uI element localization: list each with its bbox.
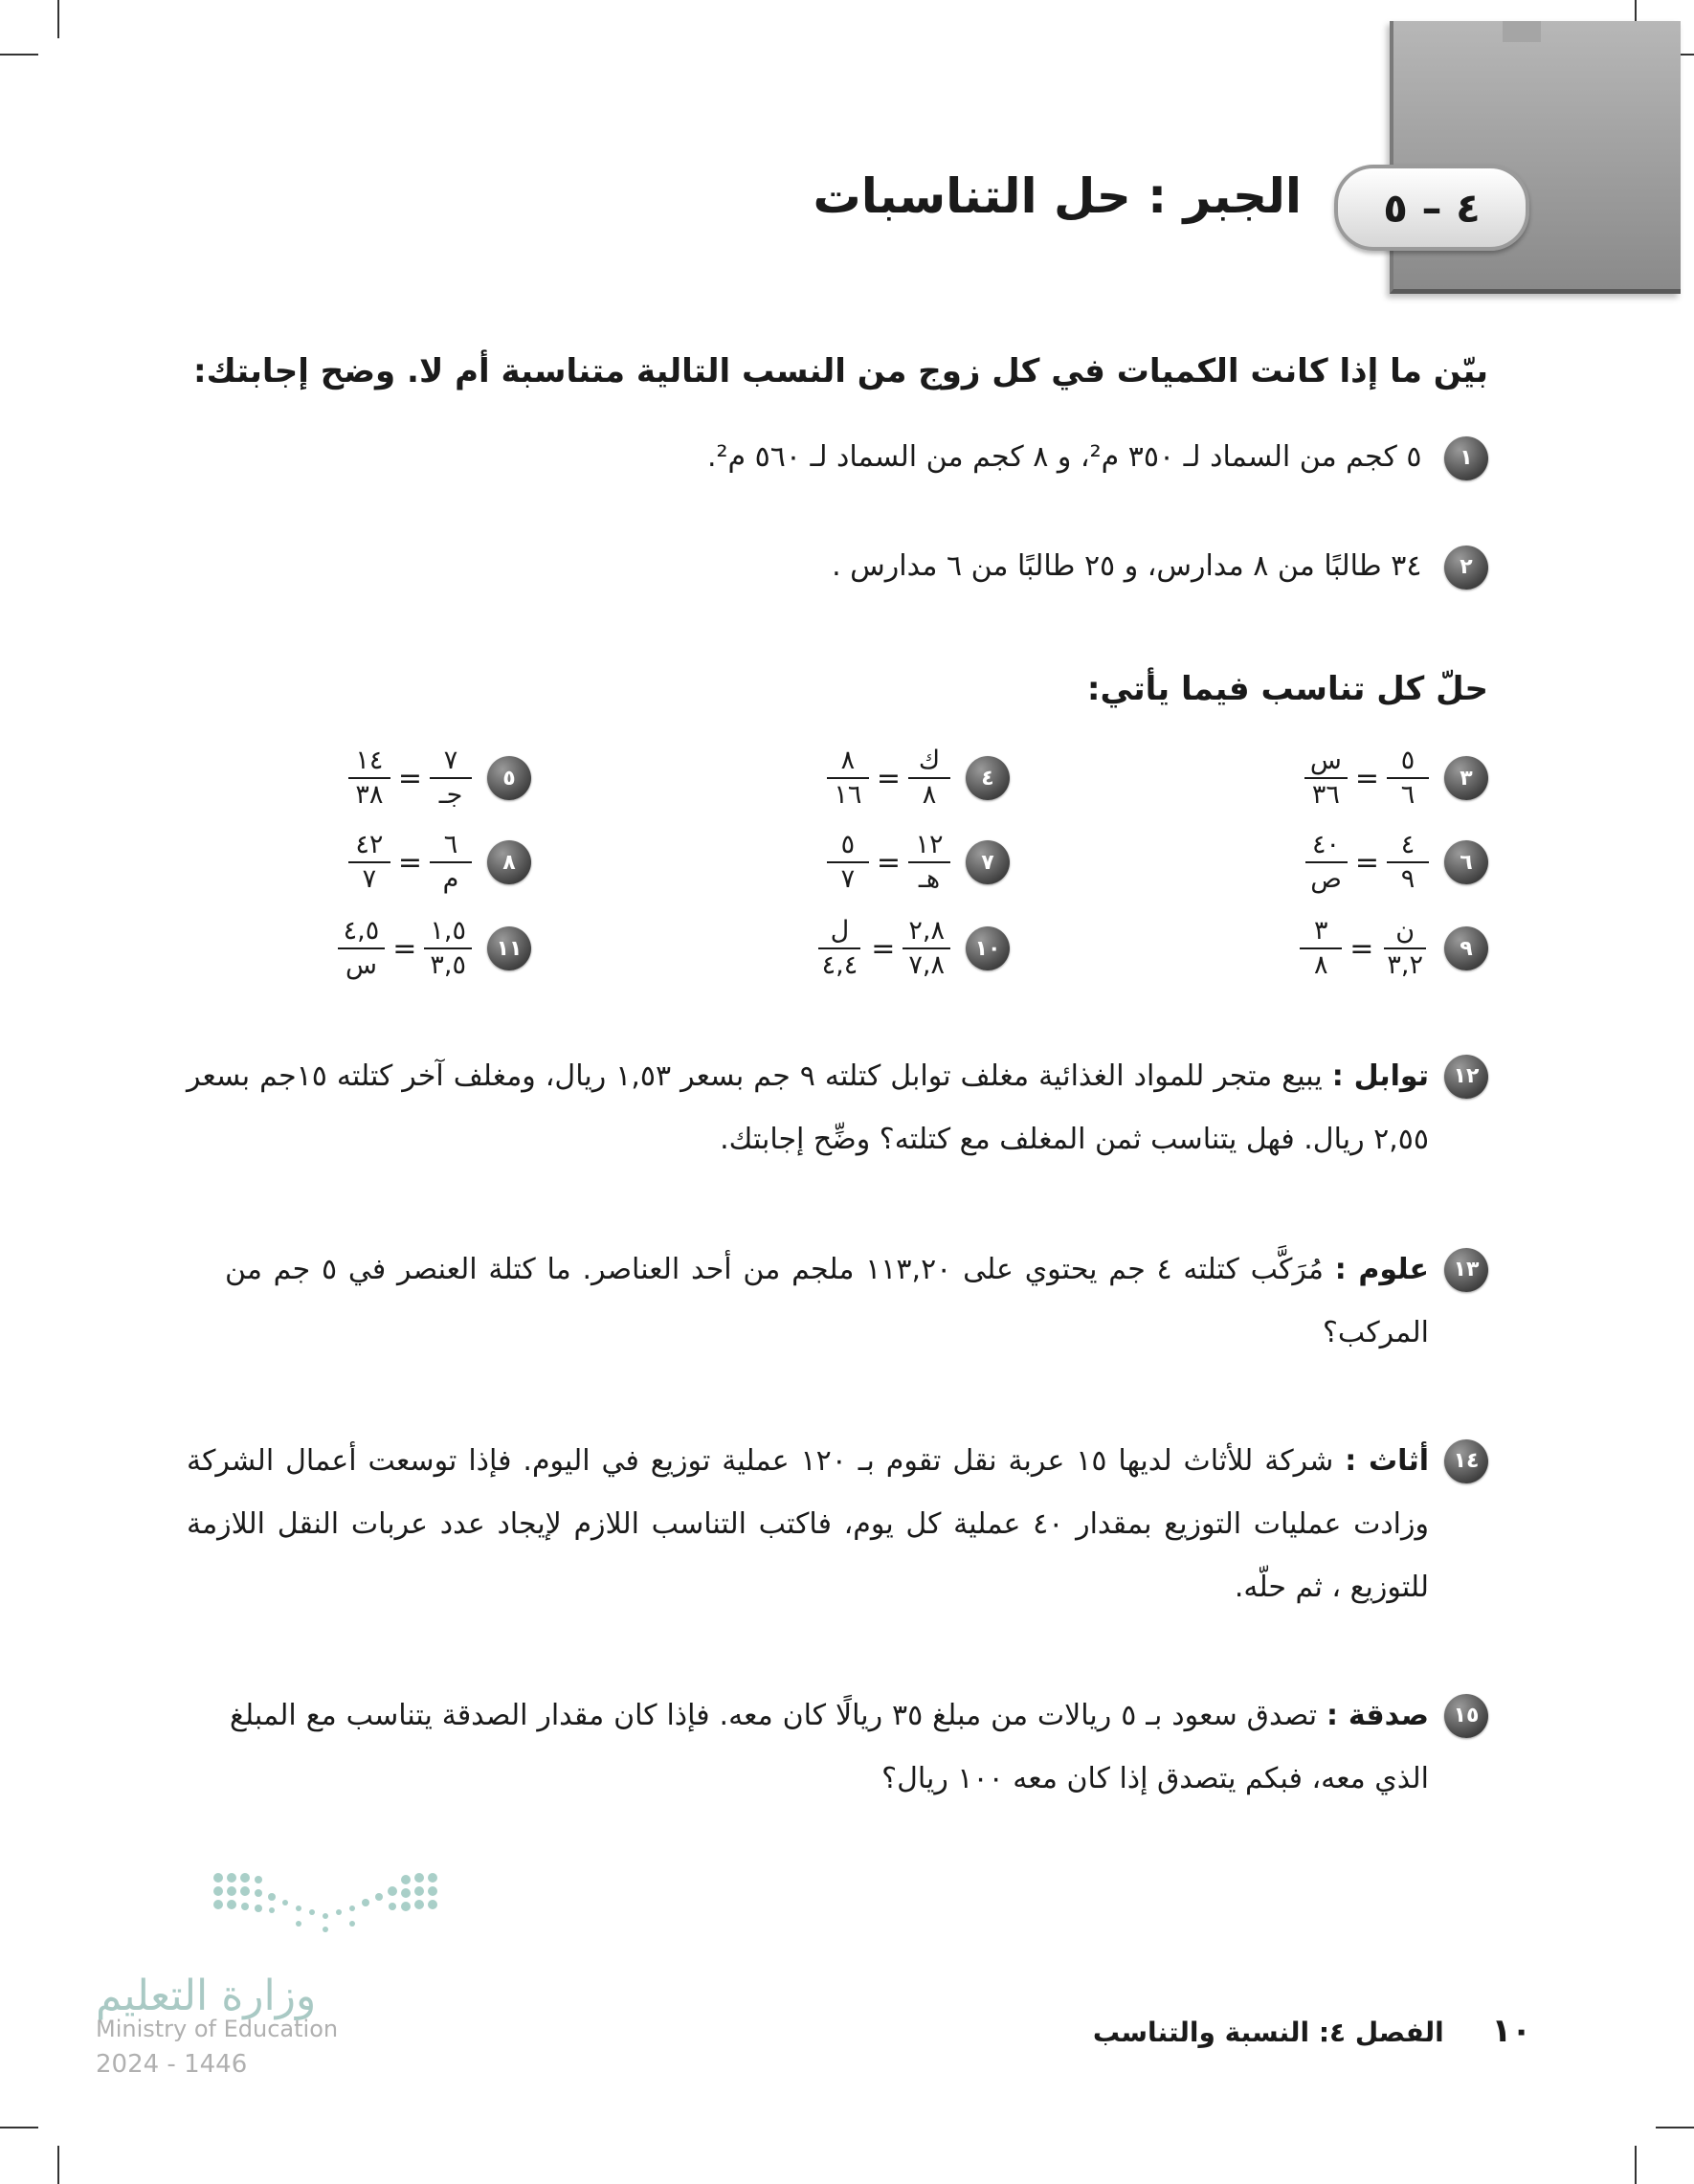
- numerator: ١٢: [908, 829, 950, 863]
- denominator: م: [442, 864, 459, 894]
- question-number-badge: ١١: [487, 926, 531, 970]
- question-number-badge: ١٣: [1444, 1248, 1488, 1292]
- denominator: ٣,٢: [1387, 950, 1423, 980]
- fraction-left: [430, 745, 472, 812]
- numerator: ٦: [430, 829, 472, 863]
- chapter-title: الفصل ٤: النسبة والتناسب: [1092, 2017, 1444, 2048]
- problem-body: [187, 1045, 1488, 1171]
- numerator: ل: [818, 915, 860, 949]
- problem-label: علوم :: [1334, 1253, 1429, 1286]
- lesson-number: ٤ – ٥: [1383, 184, 1481, 232]
- equals-sign: =: [1354, 845, 1379, 880]
- problem-text: يبيع متجر للمواد الغذائية مغلف توابل كتلته ٩ جم بسعر ١,٥٣ ريال، ومغلف آخر كتلته ١٥جم بسعر ٢,٥٥ ريال. فهل يتناسب ثمن المغلف مع كتلته؟ وضِّح إجابتك.: [187, 1059, 1429, 1156]
- fraction-right: [816, 915, 864, 982]
- problem-body: [187, 1430, 1488, 1619]
- ministry-name-arabic: وزارة التعليم: [96, 1972, 317, 2020]
- crop-mark: [1656, 2127, 1694, 2128]
- denominator: ٣٨: [355, 780, 384, 810]
- problem-text: مُرَكَّب كتلته ٤ جم يحتوي على ١١٣,٢٠ ملجم من أحد العناصر. ما كتلة العنصر في ٥ جم من المركب؟: [225, 1253, 1429, 1349]
- problem-text: تصدق سعود بـ ٥ ريالات من مبلغ ٣٥ ريالًا كان معه. فإذا كان مقدار الصدقة يتناسب مع المبلغ الذي معه، فبكم يتصدق إذا كان معه ١٠٠ ريال؟: [230, 1699, 1429, 1795]
- crop-mark: [0, 54, 38, 56]
- header-gray-tab: [1503, 21, 1541, 42]
- ministry-year: 2024 - 1446: [96, 2050, 248, 2079]
- fraction-right: [827, 829, 869, 896]
- question-item: [832, 536, 1488, 597]
- numerator: س: [1304, 745, 1348, 779]
- proportion-item: [1300, 905, 1488, 992]
- equals-sign: =: [397, 845, 422, 880]
- word-problem: [187, 1430, 1488, 1619]
- lesson-number-badge: [1334, 165, 1529, 251]
- problem-body: [230, 1684, 1488, 1811]
- fraction-right: [338, 915, 386, 982]
- crop-mark: [57, 2146, 59, 2184]
- question-number-badge: ٩: [1444, 926, 1488, 970]
- question-number-badge: ١٢: [1444, 1055, 1488, 1099]
- numerator: ٢,٨: [903, 915, 950, 949]
- question-number-badge: ٤: [966, 756, 1010, 800]
- numerator: ٤٠: [1305, 829, 1348, 863]
- problem-text: شركة للأثاث لديها ١٥ عربة نقل تقوم بـ ١٢٠ عملية توزيع في اليوم. فإذا توسعت أعمال الشركة وزادت عمليات التوزيع بمقدار ٤٠ عملية كل يوم، فاكتب التناسب اللازم لإيجاد عدد عربات النقل اللازمة للتوزيع ، ثم حلّه.: [187, 1444, 1429, 1604]
- section1-instruction: بيّن ما إذا كانت الكميات في كل زوج من النسب التالية متناسبة أم لا. وضح إجابتك:: [193, 352, 1488, 390]
- denominator: ٩: [1400, 864, 1415, 894]
- crop-mark: [1635, 2146, 1637, 2184]
- fraction-right: [348, 829, 390, 896]
- fraction-right: [827, 745, 869, 812]
- proportion-item: [827, 735, 1010, 821]
- denominator: ٣٦: [1311, 780, 1340, 810]
- question-number-badge: ٢: [1444, 546, 1488, 590]
- proportion-item: [827, 819, 1010, 905]
- numerator: ٤: [1387, 829, 1429, 863]
- fraction-left: [430, 829, 472, 896]
- fraction-left: [1381, 915, 1429, 982]
- fraction-left: [1387, 829, 1429, 896]
- word-problem: [230, 1684, 1488, 1811]
- lesson-title: الجبر : حل التناسبات: [813, 168, 1302, 224]
- question-number-badge: ٣: [1444, 756, 1488, 800]
- fraction-right: [348, 745, 390, 812]
- crop-mark: [0, 2127, 38, 2128]
- denominator: جـ: [438, 780, 463, 810]
- equals-sign: =: [876, 845, 901, 880]
- fraction-left: [908, 745, 950, 812]
- fraction-left: [424, 915, 472, 982]
- denominator: ٦: [1400, 780, 1415, 810]
- numerator: ٥: [827, 829, 869, 863]
- denominator: ٧,٨: [908, 950, 945, 980]
- equals-sign: =: [1349, 931, 1374, 966]
- numerator: ك: [908, 745, 950, 779]
- fraction-right: [1300, 915, 1342, 982]
- fraction-left: [908, 829, 950, 896]
- question-item: [707, 427, 1488, 488]
- problem-label: توابل :: [1331, 1059, 1429, 1093]
- problem-label: صدقة :: [1326, 1699, 1429, 1732]
- numerator: ن: [1384, 915, 1426, 949]
- question-number-badge: ٧: [966, 840, 1010, 884]
- question-text: ٥ كجم من السماد لـ ٣٥٠ م²، و ٨ كجم من السماد لـ ٥٦٠ م².: [706, 440, 1422, 474]
- numerator: ٤٢: [348, 829, 390, 863]
- ministry-name-english: Ministry of Education: [96, 2016, 339, 2042]
- fraction-left: [903, 915, 950, 982]
- denominator: ٧: [362, 864, 377, 894]
- proportion-item: [1304, 819, 1488, 905]
- fraction-right: [1304, 745, 1348, 812]
- problem-label: أثاث :: [1345, 1444, 1429, 1478]
- page-number: ١٠: [1491, 2012, 1531, 2050]
- equals-sign: =: [392, 931, 417, 966]
- question-text: ٣٤ طالبًا من ٨ مدارس، و ٢٥ طالبًا من ٦ مدارس .: [832, 549, 1422, 583]
- problem-body: [225, 1238, 1488, 1365]
- fraction-right: [1304, 829, 1348, 896]
- denominator: س: [345, 950, 377, 980]
- question-number-badge: ١٤: [1444, 1439, 1488, 1483]
- proportion-item: [338, 905, 531, 992]
- ministry-logo-dots: [211, 1870, 450, 1947]
- question-number-badge: ١٠: [966, 926, 1010, 970]
- question-number-badge: ٨: [487, 840, 531, 884]
- denominator: ١٦: [834, 780, 862, 810]
- numerator: ٧: [430, 745, 472, 779]
- denominator: ٤,٤: [821, 950, 858, 980]
- numerator: ٣: [1300, 915, 1342, 949]
- numerator: ٤,٥: [338, 915, 386, 949]
- word-problem: [225, 1238, 1488, 1365]
- equals-sign: =: [397, 761, 422, 795]
- proportion-item: [816, 905, 1010, 992]
- denominator: ٣,٥: [430, 950, 466, 980]
- word-problem: [187, 1045, 1488, 1171]
- proportion-item: [348, 735, 531, 821]
- question-number-badge: ٦: [1444, 840, 1488, 884]
- question-number-badge: ١: [1444, 436, 1488, 480]
- proportion-item: [348, 819, 531, 905]
- equals-sign: =: [1354, 761, 1379, 795]
- equals-sign: =: [871, 931, 896, 966]
- question-number-badge: ٥: [487, 756, 531, 800]
- fraction-left: [1387, 745, 1429, 812]
- numerator: ١,٥: [424, 915, 472, 949]
- page-footer: [1093, 2012, 1531, 2050]
- denominator: ٨: [1314, 950, 1328, 980]
- numerator: ٥: [1387, 745, 1429, 779]
- section2-instruction: حلّ كل تناسب فيما يأتي:: [1086, 670, 1488, 708]
- header-gray-box: [1390, 21, 1681, 294]
- equals-sign: =: [876, 761, 901, 795]
- numerator: ٨: [827, 745, 869, 779]
- numerator: ١٤: [348, 745, 390, 779]
- denominator: هـ: [918, 864, 941, 894]
- denominator: ٨: [922, 780, 937, 810]
- denominator: ٧: [840, 864, 856, 894]
- crop-mark: [57, 0, 59, 38]
- question-number-badge: ١٥: [1444, 1694, 1488, 1738]
- denominator: ص: [1310, 864, 1342, 894]
- proportion-item: [1304, 735, 1488, 821]
